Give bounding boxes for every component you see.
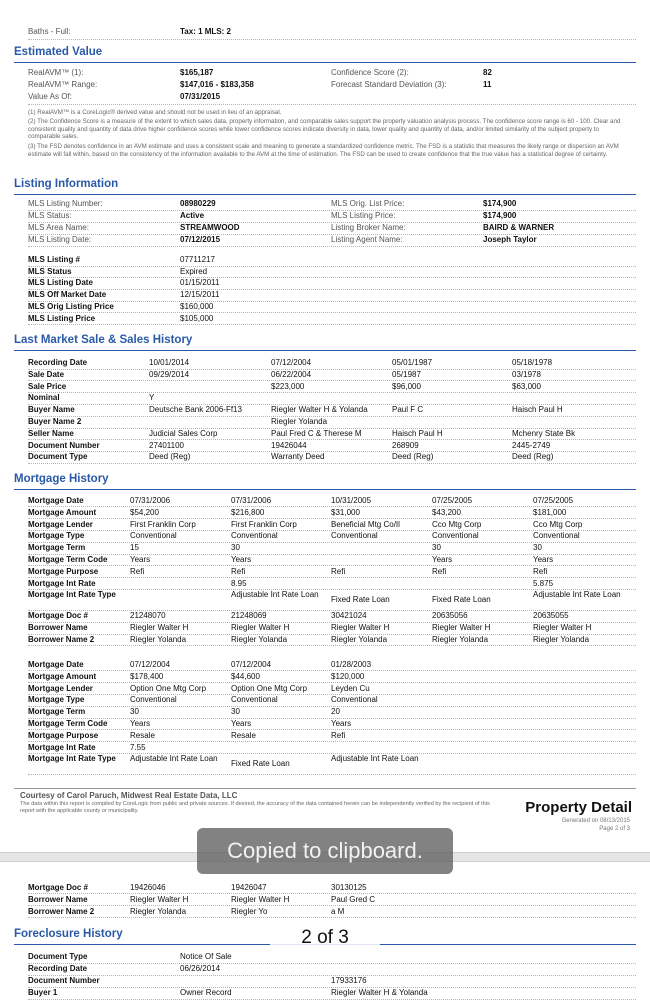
mortgage-cell: $54,200 xyxy=(130,507,159,517)
mortgage-row-label: Mortgage Amount xyxy=(28,507,97,517)
mortgage-cell: 07/31/2006 xyxy=(231,496,272,505)
listing-history-value: $105,000 xyxy=(180,313,214,323)
mortgage-cell: Years xyxy=(331,719,352,728)
mortgage-cell: Refi xyxy=(432,566,447,576)
mortgage-cell: 7.55 xyxy=(130,742,146,752)
realavm-range-value: $147,016 - $183,358 xyxy=(180,80,254,89)
listing-history-value: 12/15/2011 xyxy=(180,290,220,300)
mortgage-cell: 07/25/2005 xyxy=(432,496,473,505)
foreclosure-cell: Notice Of Sale xyxy=(180,952,232,961)
listing-info-title: Listing Information xyxy=(14,178,119,190)
mortgage-cell: Riegler Walter H xyxy=(432,623,491,633)
sales-row-label: Buyer Name xyxy=(28,405,75,415)
mortgage-cell: Cco Mtg Corp xyxy=(533,519,583,529)
sales-cell: 05/18/1978 xyxy=(512,358,553,367)
mortgage-cell: Fixed Rate Loan xyxy=(331,595,390,605)
mortgage-cell: 30130125 xyxy=(331,883,367,892)
sales-row-label: Buyer Name 2 xyxy=(28,417,82,426)
listing-history-value: $160,000 xyxy=(180,301,214,311)
mortgage-cell: Conventional xyxy=(231,531,278,541)
mortgage-cell: Refi xyxy=(533,566,548,576)
mortgage-row-label: Mortgage Purpose xyxy=(28,566,99,576)
mortgage-cell: First Franklin Corp xyxy=(130,519,196,529)
sales-cell: Deed (Reg) xyxy=(392,452,434,462)
mortgage-cell: 15 xyxy=(130,543,139,553)
mortgage-cell: Cco Mtg Corp xyxy=(432,519,482,529)
sales-history-title: Last Market Sale & Sales History xyxy=(14,334,193,346)
sales-cell: Paul Fred C & Therese M xyxy=(271,428,362,438)
listing-field-label: MLS Listing Date: xyxy=(28,235,92,244)
mortgage-row-label: Mortgage Term xyxy=(28,543,86,553)
mortgage-cell: Conventional xyxy=(432,531,479,541)
listing-history-label: MLS Status xyxy=(28,266,72,276)
mortgage-cell: Adjustable Int Rate Loan xyxy=(533,590,621,600)
listing-field-value: 07/12/2015 xyxy=(180,235,221,244)
sales-cell: 2445-2749 xyxy=(512,440,551,450)
sales-cell: Haisch Paul H xyxy=(392,428,443,438)
mortgage-row-label: Mortgage Int Rate xyxy=(28,578,96,588)
sales-cell: Riegler Walter H & Yolanda xyxy=(271,405,368,415)
mortgage-cell: a M xyxy=(331,906,345,916)
mortgage-cell: Fixed Rate Loan xyxy=(432,595,491,605)
mortgage-cell: Refi xyxy=(231,566,246,576)
sales-row-label: Recording Date xyxy=(28,358,88,367)
sales-cell: 268909 xyxy=(392,440,419,450)
tax-mls-value: Tax: 1 MLS: 2 xyxy=(180,27,231,36)
mortgage-row-label: Mortgage Int Rate xyxy=(28,742,96,752)
sales-cell: Riegler Yolanda xyxy=(271,417,328,426)
avm-note-3: (3) The FSD denotes confidence in an AVM estimate and uses a consistent scale and meaning to generate a standardized confidence metric. The FSD is a statistic that measures the likely range or dispersion an AVM estimate will fall within, based on the consistency of the information available to the AVM at the time of estimation. The FSD can be used to create confidence that the true value has a statistical degree of certainty. xyxy=(28,143,619,158)
mortgage-cell: 30 xyxy=(231,707,240,717)
listing-field-value: BAIRD & WARNER xyxy=(483,223,555,232)
sales-cell: 10/01/2014 xyxy=(149,358,190,367)
value-asof-value: 07/31/2015 xyxy=(180,92,221,101)
mortgage-cell: 07/31/2006 xyxy=(130,496,171,505)
mortgage-cell: Conventional xyxy=(331,531,378,541)
listing-field-value: STREAMWOOD xyxy=(180,223,240,232)
mortgage-cell: Adjustable Int Rate Loan xyxy=(331,754,419,764)
property-detail-title: Property Detail xyxy=(525,799,632,816)
mortgage-cell: $44,600 xyxy=(231,671,260,681)
mortgage-row-label: Mortgage Lender xyxy=(28,519,93,529)
mortgage-cell: Beneficial Mtg Co/Il xyxy=(331,519,400,529)
mortgage-cell: 30421024 xyxy=(331,611,367,621)
avm-note-1: (1) RealAVM™ is a CoreLogic® derived value and should not be used in lieu of an appraisal. xyxy=(28,109,282,116)
listing-field-label: Listing Agent Name: xyxy=(331,235,403,244)
mortgage-cell: 07/12/2004 xyxy=(231,660,272,669)
listing-history-label: MLS Listing # xyxy=(28,255,80,264)
mortgage-cell: $181,000 xyxy=(533,507,567,517)
listing-field-value: Joseph Taylor xyxy=(483,235,537,244)
sales-cell: 06/22/2004 xyxy=(271,369,312,379)
sales-cell: 19426044 xyxy=(271,440,307,450)
avm-note-2: (2) The Confidence Score is a measure of the extent to which sales data, property information, and comparable sales support the property valuation analysis process. The confidence score range is 60 - 100. Clear and consistent quality and quantity of data drive higher confidence scores while lower confidence scores indicate diversity in data, lower quality and quantity of data, and/or limited similarity of the subject property to comparable sales. xyxy=(28,118,621,141)
sales-cell: 05/01/1987 xyxy=(392,358,433,367)
sales-cell: 09/29/2014 xyxy=(149,369,190,379)
mortgage-cell: 01/28/2003 xyxy=(331,660,372,669)
mortgage-cell: Riegler Walter H xyxy=(130,894,189,904)
mortgage-cell: 20635056 xyxy=(432,611,468,621)
listing-field-label: MLS Area Name: xyxy=(28,223,89,232)
foreclosure-cell: 06/26/2014 xyxy=(180,964,221,973)
foreclosure-row-label: Recording Date xyxy=(28,964,88,973)
mortgage-cell: 07/25/2005 xyxy=(533,496,574,505)
listing-history-value: 07711217 xyxy=(180,255,215,264)
mortgage-row-label: Mortgage Date xyxy=(28,660,84,669)
mortgage-cell: Resale xyxy=(231,730,256,740)
mortgage-cell: $31,000 xyxy=(331,507,360,517)
listing-field-label: MLS Status: xyxy=(28,211,72,220)
mortgage-cell: 8.95 xyxy=(231,578,247,588)
sales-cell: $96,000 xyxy=(392,381,421,391)
mortgage-cell: $216,800 xyxy=(231,507,265,517)
listing-history-value: Expired xyxy=(180,266,208,276)
footer-disclaimer: The data within this report is compiled by CoreLogic from public and private sources. If desired, the accuracy of the data contained herein can be independently verified by the recipient of this report with the applicable county or municipality. xyxy=(20,801,490,814)
mortgage-cell: Riegler Walter H xyxy=(231,623,290,633)
mortgage-cell: Adjustable Int Rate Loan xyxy=(130,754,218,764)
foreclosure-row-label: Document Type xyxy=(28,952,88,961)
sales-cell: Warranty Deed xyxy=(271,452,325,462)
generated-date: Generated on 08/13/2015 xyxy=(561,818,630,824)
mortgage-cell: Conventional xyxy=(130,695,177,705)
page-indicator: 2 of 3 xyxy=(270,918,380,958)
sales-cell: Paul F C xyxy=(392,405,424,415)
sales-cell: Deed (Reg) xyxy=(149,452,191,462)
mortgage-cell: 30 xyxy=(432,543,441,553)
foreclosure-row-label: Buyer 1 xyxy=(28,988,58,997)
mortgage-cell: 20 xyxy=(331,707,340,717)
mortgage-cell: Adjustable Int Rate Loan xyxy=(231,590,319,600)
mortgage-row-label: Mortgage Amount xyxy=(28,671,97,681)
mortgage-cell: 07/12/2004 xyxy=(130,660,171,669)
listing-field-value: $174,900 xyxy=(483,199,517,208)
mortgage-cell: $120,000 xyxy=(331,671,365,681)
mortgage-cell: Option One Mtg Corp xyxy=(231,683,308,693)
mortgage-cell: Years xyxy=(130,555,151,564)
mortgage-cell: Riegler Yolanda xyxy=(231,635,288,644)
listing-field-value: 08980229 xyxy=(180,199,216,208)
foreclosure-history-title: Foreclosure History xyxy=(14,928,123,940)
mortgage-cell: Refi xyxy=(331,566,346,576)
sales-cell: 05/1987 xyxy=(392,369,421,379)
sales-cell: Deed (Reg) xyxy=(512,452,554,462)
mortgage-row-label: Borrower Name xyxy=(28,894,88,904)
listing-field-label: MLS Listing Price: xyxy=(331,211,396,220)
fsd-label: Forecast Standard Deviation (3): xyxy=(331,80,447,89)
mortgage-row-label: Mortgage Int Rate Type xyxy=(28,754,116,764)
mortgage-row-label: Mortgage Term Code xyxy=(28,555,108,564)
listing-history-value: 01/15/2011 xyxy=(180,278,220,288)
mortgage-cell: Riegler Walter H xyxy=(331,623,390,633)
mortgage-cell: 21248070 xyxy=(130,611,166,621)
mortgage-history-title: Mortgage History xyxy=(14,473,109,485)
mortgage-cell: 19426047 xyxy=(231,883,267,892)
listing-history-label: MLS Orig Listing Price xyxy=(28,301,114,311)
mortgage-cell: Years xyxy=(231,719,252,728)
mortgage-cell: Years xyxy=(533,555,554,564)
copied-toast: Copied to clipboard. xyxy=(197,828,453,874)
mortgage-cell: Years xyxy=(231,555,252,564)
mortgage-cell: Option One Mtg Corp xyxy=(130,683,207,693)
sales-cell: $223,000 xyxy=(271,381,305,391)
realavm-range-label: RealAVM™ Range: xyxy=(28,80,98,89)
mortgage-row-label: Mortgage Date xyxy=(28,496,84,505)
mortgage-cell: Conventional xyxy=(231,695,278,705)
courtesy-line: Courtesy of Carol Paruch, Midwest Real Estate Data, LLC xyxy=(20,791,238,800)
mortgage-cell: Years xyxy=(432,555,453,564)
mortgage-cell: Riegler Yo xyxy=(231,906,268,916)
listing-field-value: $174,900 xyxy=(483,211,517,220)
mortgage-cell: Refi xyxy=(130,566,145,576)
mortgage-row-label: Borrower Name 2 xyxy=(28,635,95,644)
realavm-label: RealAVM™ (1): xyxy=(28,68,84,77)
mortgage-cell: 10/31/2005 xyxy=(331,496,372,505)
mortgage-cell: First Franklin Corp xyxy=(231,519,297,529)
mortgage-row-label: Borrower Name 2 xyxy=(28,906,95,916)
baths-full-label: Baths - Full: xyxy=(28,27,71,36)
estimated-value-title: Estimated Value xyxy=(14,46,103,58)
mortgage-cell: $43,200 xyxy=(432,507,461,517)
mortgage-cell: 30 xyxy=(130,707,139,717)
confidence-value: 82 xyxy=(483,68,492,77)
sales-cell: Deutsche Bank 2006-Ff13 xyxy=(149,405,242,415)
mortgage-row-label: Mortgage Type xyxy=(28,695,85,705)
mortgage-row-label: Mortgage Doc # xyxy=(28,883,89,892)
mortgage-cell: Paul Gred C xyxy=(331,894,376,904)
page-number: Page 2 of 3 xyxy=(599,826,630,832)
mortgage-cell: Fixed Rate Loan xyxy=(231,759,290,769)
mortgage-row-label: Mortgage Type xyxy=(28,531,85,541)
listing-history-label: MLS Off Market Date xyxy=(28,290,107,300)
mortgage-cell: Conventional xyxy=(533,531,580,541)
mortgage-cell: Riegler Walter H xyxy=(533,623,592,633)
foreclosure-cell: Riegler Walter H & Yolanda xyxy=(331,988,428,997)
sales-cell: Mchenry State Bk xyxy=(512,428,576,438)
mortgage-cell: Conventional xyxy=(130,531,177,541)
sales-cell: $63,000 xyxy=(512,381,541,391)
realavm-value: $165,187 xyxy=(180,68,214,77)
sales-cell: 03/1978 xyxy=(512,369,541,379)
mortgage-row-label: Mortgage Int Rate Type xyxy=(28,590,116,600)
mortgage-row-label: Mortgage Purpose xyxy=(28,730,99,740)
listing-history-label: MLS Listing Price xyxy=(28,313,96,323)
listing-field-value: Active xyxy=(180,211,205,220)
listing-history-label: MLS Listing Date xyxy=(28,278,93,288)
listing-field-label: MLS Orig. List Price: xyxy=(331,199,405,208)
listing-field-label: MLS Listing Number: xyxy=(28,199,103,208)
fsd-value: 11 xyxy=(483,80,492,89)
mortgage-cell: Resale xyxy=(130,730,155,740)
mortgage-cell: 20635055 xyxy=(533,611,569,621)
foreclosure-row-label: Document Number xyxy=(28,976,100,985)
listing-field-label: Listing Broker Name: xyxy=(331,223,406,232)
sales-row-label: Document Type xyxy=(28,452,88,462)
mortgage-cell: 30 xyxy=(533,543,542,553)
foreclosure-cell: Owner Record xyxy=(180,988,232,997)
mortgage-cell: Years xyxy=(130,719,151,728)
mortgage-cell: Refi xyxy=(331,730,346,740)
mortgage-cell: Conventional xyxy=(331,695,378,705)
sales-row-label: Nominal xyxy=(28,393,60,403)
sales-row-label: Sale Date xyxy=(28,369,65,379)
mortgage-cell: Riegler Yolanda xyxy=(130,635,187,644)
mortgage-row-label: Mortgage Term Code xyxy=(28,719,108,728)
mortgage-cell: 21248069 xyxy=(231,611,267,621)
confidence-label: Confidence Score (2): xyxy=(331,68,409,77)
mortgage-row-label: Mortgage Term xyxy=(28,707,86,717)
mortgage-cell: $178,400 xyxy=(130,671,164,681)
foreclosure-cell: 17933176 xyxy=(331,976,367,985)
mortgage-cell: 5.875 xyxy=(533,578,554,588)
value-asof-label: Value As Of: xyxy=(28,92,72,101)
mortgage-cell: 19426046 xyxy=(130,883,166,892)
mortgage-row-label: Mortgage Lender xyxy=(28,683,93,693)
mortgage-cell: Riegler Walter H xyxy=(130,623,189,633)
sales-cell: 07/12/2004 xyxy=(271,358,312,367)
sales-cell: Haisch Paul H xyxy=(512,405,563,415)
mortgage-cell: Riegler Yolanda xyxy=(130,906,187,916)
sales-cell: 27401100 xyxy=(149,440,184,450)
sales-cell: Judicial Sales Corp xyxy=(149,428,218,438)
sales-row-label: Document Number xyxy=(28,440,100,450)
mortgage-cell: Riegler Yolanda xyxy=(432,635,489,644)
mortgage-cell: Riegler Walter H xyxy=(231,894,290,904)
sales-row-label: Sale Price xyxy=(28,381,67,391)
mortgage-cell: Riegler Yolanda xyxy=(331,635,388,644)
mortgage-cell: 30 xyxy=(231,543,240,553)
mortgage-row-label: Mortgage Doc # xyxy=(28,611,89,621)
mortgage-row-label: Borrower Name xyxy=(28,623,88,633)
sales-row-label: Seller Name xyxy=(28,428,74,438)
sales-cell: Y xyxy=(149,393,155,403)
mortgage-cell: Riegler Yolanda xyxy=(533,635,590,644)
mortgage-cell: Leyden Cu xyxy=(331,683,370,693)
